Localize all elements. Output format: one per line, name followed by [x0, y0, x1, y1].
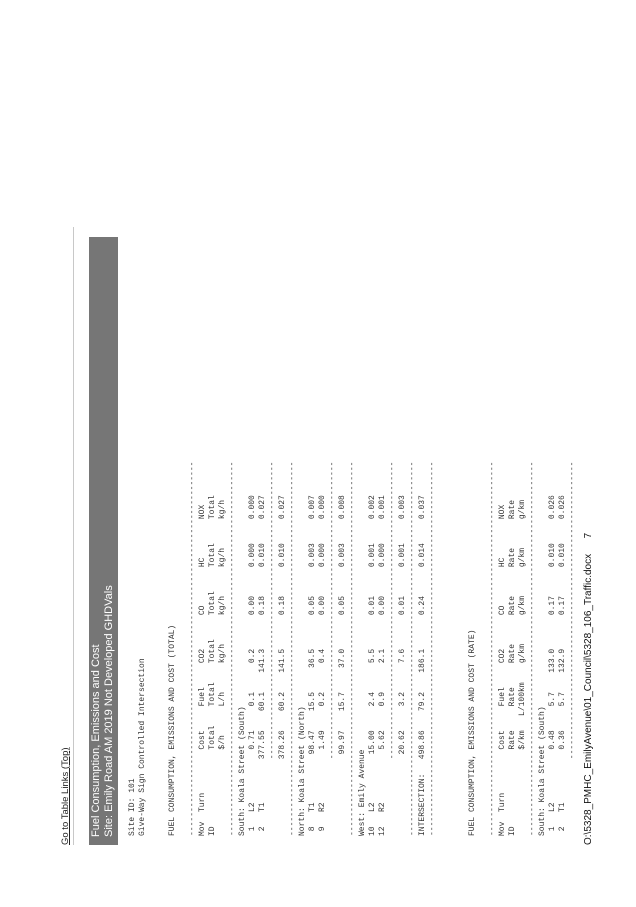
- table-links-top-link[interactable]: Go to Table Links (Top): [60, 747, 71, 845]
- page-number: 7: [583, 532, 594, 539]
- header-divider: [73, 227, 74, 845]
- banner-site: Site: Emily Road AM 2019 Not Developed GHDVals: [103, 585, 115, 837]
- total-section-title: FUEL CONSUMPTION, EMISSIONS AND COST (TOTAL): [168, 624, 177, 836]
- site-id: Site ID: 101: [128, 778, 137, 836]
- rate-section-title: FUEL CONSUMPTION, EMISSIONS AND COST (RATE): [468, 629, 477, 836]
- rate-emissions-table: ------------------------------------------------------------------------------ Mov Turn Cost Fuel CO2 CO HC NOX ID Rate Rate Rate Rate Rate Rate $/km L/100km g/km g/km g/km g/km ------------------------------------------------------------------------------ South: Koala Street (South) 1 L2 0.48 5.7 133.0 0.17 0.010 0.026 2 T1 0.36 5.7 132.9 0.17 0.010 0.026 --------------------------------------------------------------: [488, 461, 577, 836]
- footer-path: O:\5328_PMHC_EmilyAvenue\01_Council\5328_106_Traffic.docx: [583, 553, 594, 845]
- total-emissions-table: ------------------------------------------------------------------------------ Mov Turn Cost Fuel CO2 CO HC NOX ID Total Total Total Total Total Total $/h L/h kg/h kg/h kg/h kg/h ------------------------------------------------------------------------------ South: Koala Street (South) 1 L2 0.71 0.1 0.2 0.00 0.000 0.000 2 T1 377.55 60.1 141.3 0.18 0.010 0.027 -------------------------------------------------------------- 378.26 60.2 141.5 0.18 0.010 0.027 ------------------------------------------------------------------------------ North: Koala Street (North) 8 T1 98.47 15.5 36.5 0.05 0.003 0.007 9 R2 1.49 0.2 0.4 0.00 0.000 0.000 -------------------------------------------------------------- 99.97 15.7 37.0 0.05 0.003 0.008 ------------------------------------------------------------------------------ West: Emily Avenue 10 L2 15.00 2.4 5.5 0.01 0.001 0.002 12 R2 5.62 0.9 2.1 0.00 0.000 0.001 -------------------------------------------------------------- 20.62 3.2 7.6 0.01 0.001 0.003 ------------------------------------------------------------------------------ INTERSECTION: 498.86 79.2 186.1 0.24 0.014 0.037 ------------------------------------------------------------------------------: [188, 461, 437, 836]
- page-footer: [583, 533, 594, 845]
- section-banner: [89, 237, 118, 845]
- control-type: Give-Way Sign Controlled Intersection: [138, 658, 147, 836]
- banner-title: Fuel Consumption, Emissions and Cost: [90, 644, 102, 837]
